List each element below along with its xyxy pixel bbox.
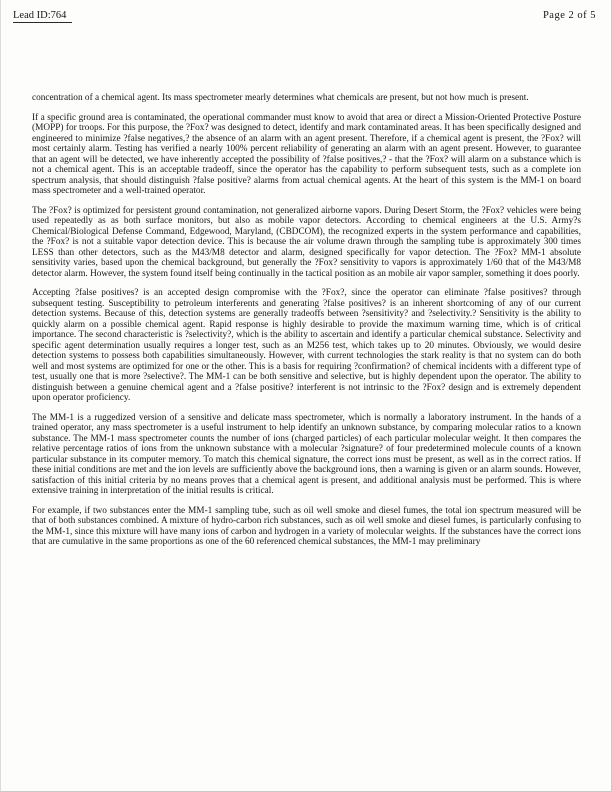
paragraph-3: The ?Fox? is optimized for persistent ground contamination, not generalized airborne vapors. During Desert Storm, the ?Fox? vehicles were being used repeatedly as as both surface monitors, but also as mobile vapor detectors. According to chemical engineers at the U.S. Army?s Chemical/Biological Defense Command, Edgewood, Maryland, (CBDCOM), the recognized experts in the system performance and capabilities, the ?Fox? is not a suitable vapor detection device. This is because the air volume drawn through the sampling tube is approximately 300 times LESS than other detectors, such as the M43/M8 detector and alarm, designed specifically for vapor detection. The ?Fox? MM-1 absolute sensitivity varies, based upon the chemical background, but generally the ?Fox? sensitivity to vapors is approximately 1/60 that of the M43/M8 detector alarm. However, the system found itself being continually in the tactical position as an mobile air vapor sampler, something it does poorly. (32, 205, 581, 279)
paragraph-5: The MM-1 is a ruggedized version of a sensitive and delicate mass spectrometer, which is normally a laboratory instrument. In the hands of a trained operator, any mass spectrometer is a useful instrument to help identify an unknown substance, by comparing molecular ratios to a known substance. The MM-1 mass spectrometer counts the number of ions (charged particles) of each particular molecular weight. It then compares the relative percentage ratios of ions from the unknown substance with a molecular ?signature? of four predetermined molecule counts of a known particular substance in its computer memory. To match this chemical signature, the correct ions must be present, as well as in the correct ratios. If these initial conditions are met and the ion levels are sufficiently above the background ions, then a warning is given or an alarm sounds. However, satisfaction of this initial criteria by no means proves that a chemical agent is present, and additional analysis must be performed. This is where extensive training in interpretation of the initial results is critical. (32, 412, 581, 496)
paragraph-6: For example, if two substances enter the MM-1 sampling tube, such as oil well smoke and diesel fumes, the total ion spectrum measured will be that of both substances combined. A mixture of hydro-carbon rich substances, such as oil well smoke and diesel fumes, is particularly confusing to the MM-1, since this mixture will have many ions of carbon and hydrogen in a variety of molecular weights. If the substances have the correct ions that are cumulative in the same proportions as one of the 60 referenced chemical substances, the MM-1 may preliminary (32, 505, 581, 547)
paragraph-1: concentration of a chemical agent. Its mass spectrometer mearly determines what chemicals are present, but not how much is present. (32, 93, 529, 103)
paragraph-2: If a specific ground area is contaminated, the operational commander must know to avoid that area or direct a Mission-Oriented Protective Posture (MOPP) for troops. For this purpose, the ?Fox? was designed to detect, identify and mark contaminated areas. It has been specifically designed and engineered to minimize ?false negatives,? the absence of an alarm with an agent present. Therefore, if a chemical agent is present, the ?Fox? will most certainly alarm. Testing has verified a nearly 100% percent reliability of generating an alarm with an agent present. However, to guarantee that an agent will be detected, we have inherently accepted the possibility of ?false positives,? - that the ?Fox? will alarm on a substance which is not a chemical agent. This is an acceptable tradeoff, since the operator has the capability to perform subsequent tests, such as a complete ion spectrum analysis, that should distinguish ?false positive? alarms from actual chemical agents. At the heart of this system is the MM-1 on board mass spectrometer and a well-trained operator. (32, 112, 581, 196)
page-number-label: Page 2 of 5 (542, 10, 596, 21)
paragraph-4: Accepting ?false positives? is an accepted design compromise with the ?Fox?, since the operator can eliminate ?false positives? through subsequent testing. Susceptibility to petroleum interferents and generating ?false positives? is an inherent shortcoming of any of our current detection systems. Because of this, detection systems are generally tradeoffs between ?sensitivity? and ?selectivity.? Sensitivity is the ability to quickly alarm on a possible chemical agent. Rapid response is highly desirable to provide the maximum warning time, which is of critical importance. The second characteristic is ?selectivity?, which is the ability to ascertain and identify a particular chemical substance. Selectivity and specific agent determination usually requires a longer test, such as an M256 test, which takes up to 20 minutes. Obviously, we would desire detection systems to possess both capabilities simultaneously. However, with current technologies the stark reality is that no system can do both well and most systems are optimized for one or the other. This is a basis for requiring ?confirmation? of chemical incidents with a different type of test, usually one that is more ?selective?. The MM-1 can be both sensitive and selective, but is highly dependent upon the operator. The ability to distinguish between a genuine chemical agent and a ?false positive? interferent is not intrinsic to the ?Fox? design and is extremely dependent upon operator proficiency. (32, 288, 581, 403)
page-header (13, 10, 596, 23)
document-body (32, 93, 581, 557)
lead-id-label: Lead ID:764 (13, 10, 72, 23)
